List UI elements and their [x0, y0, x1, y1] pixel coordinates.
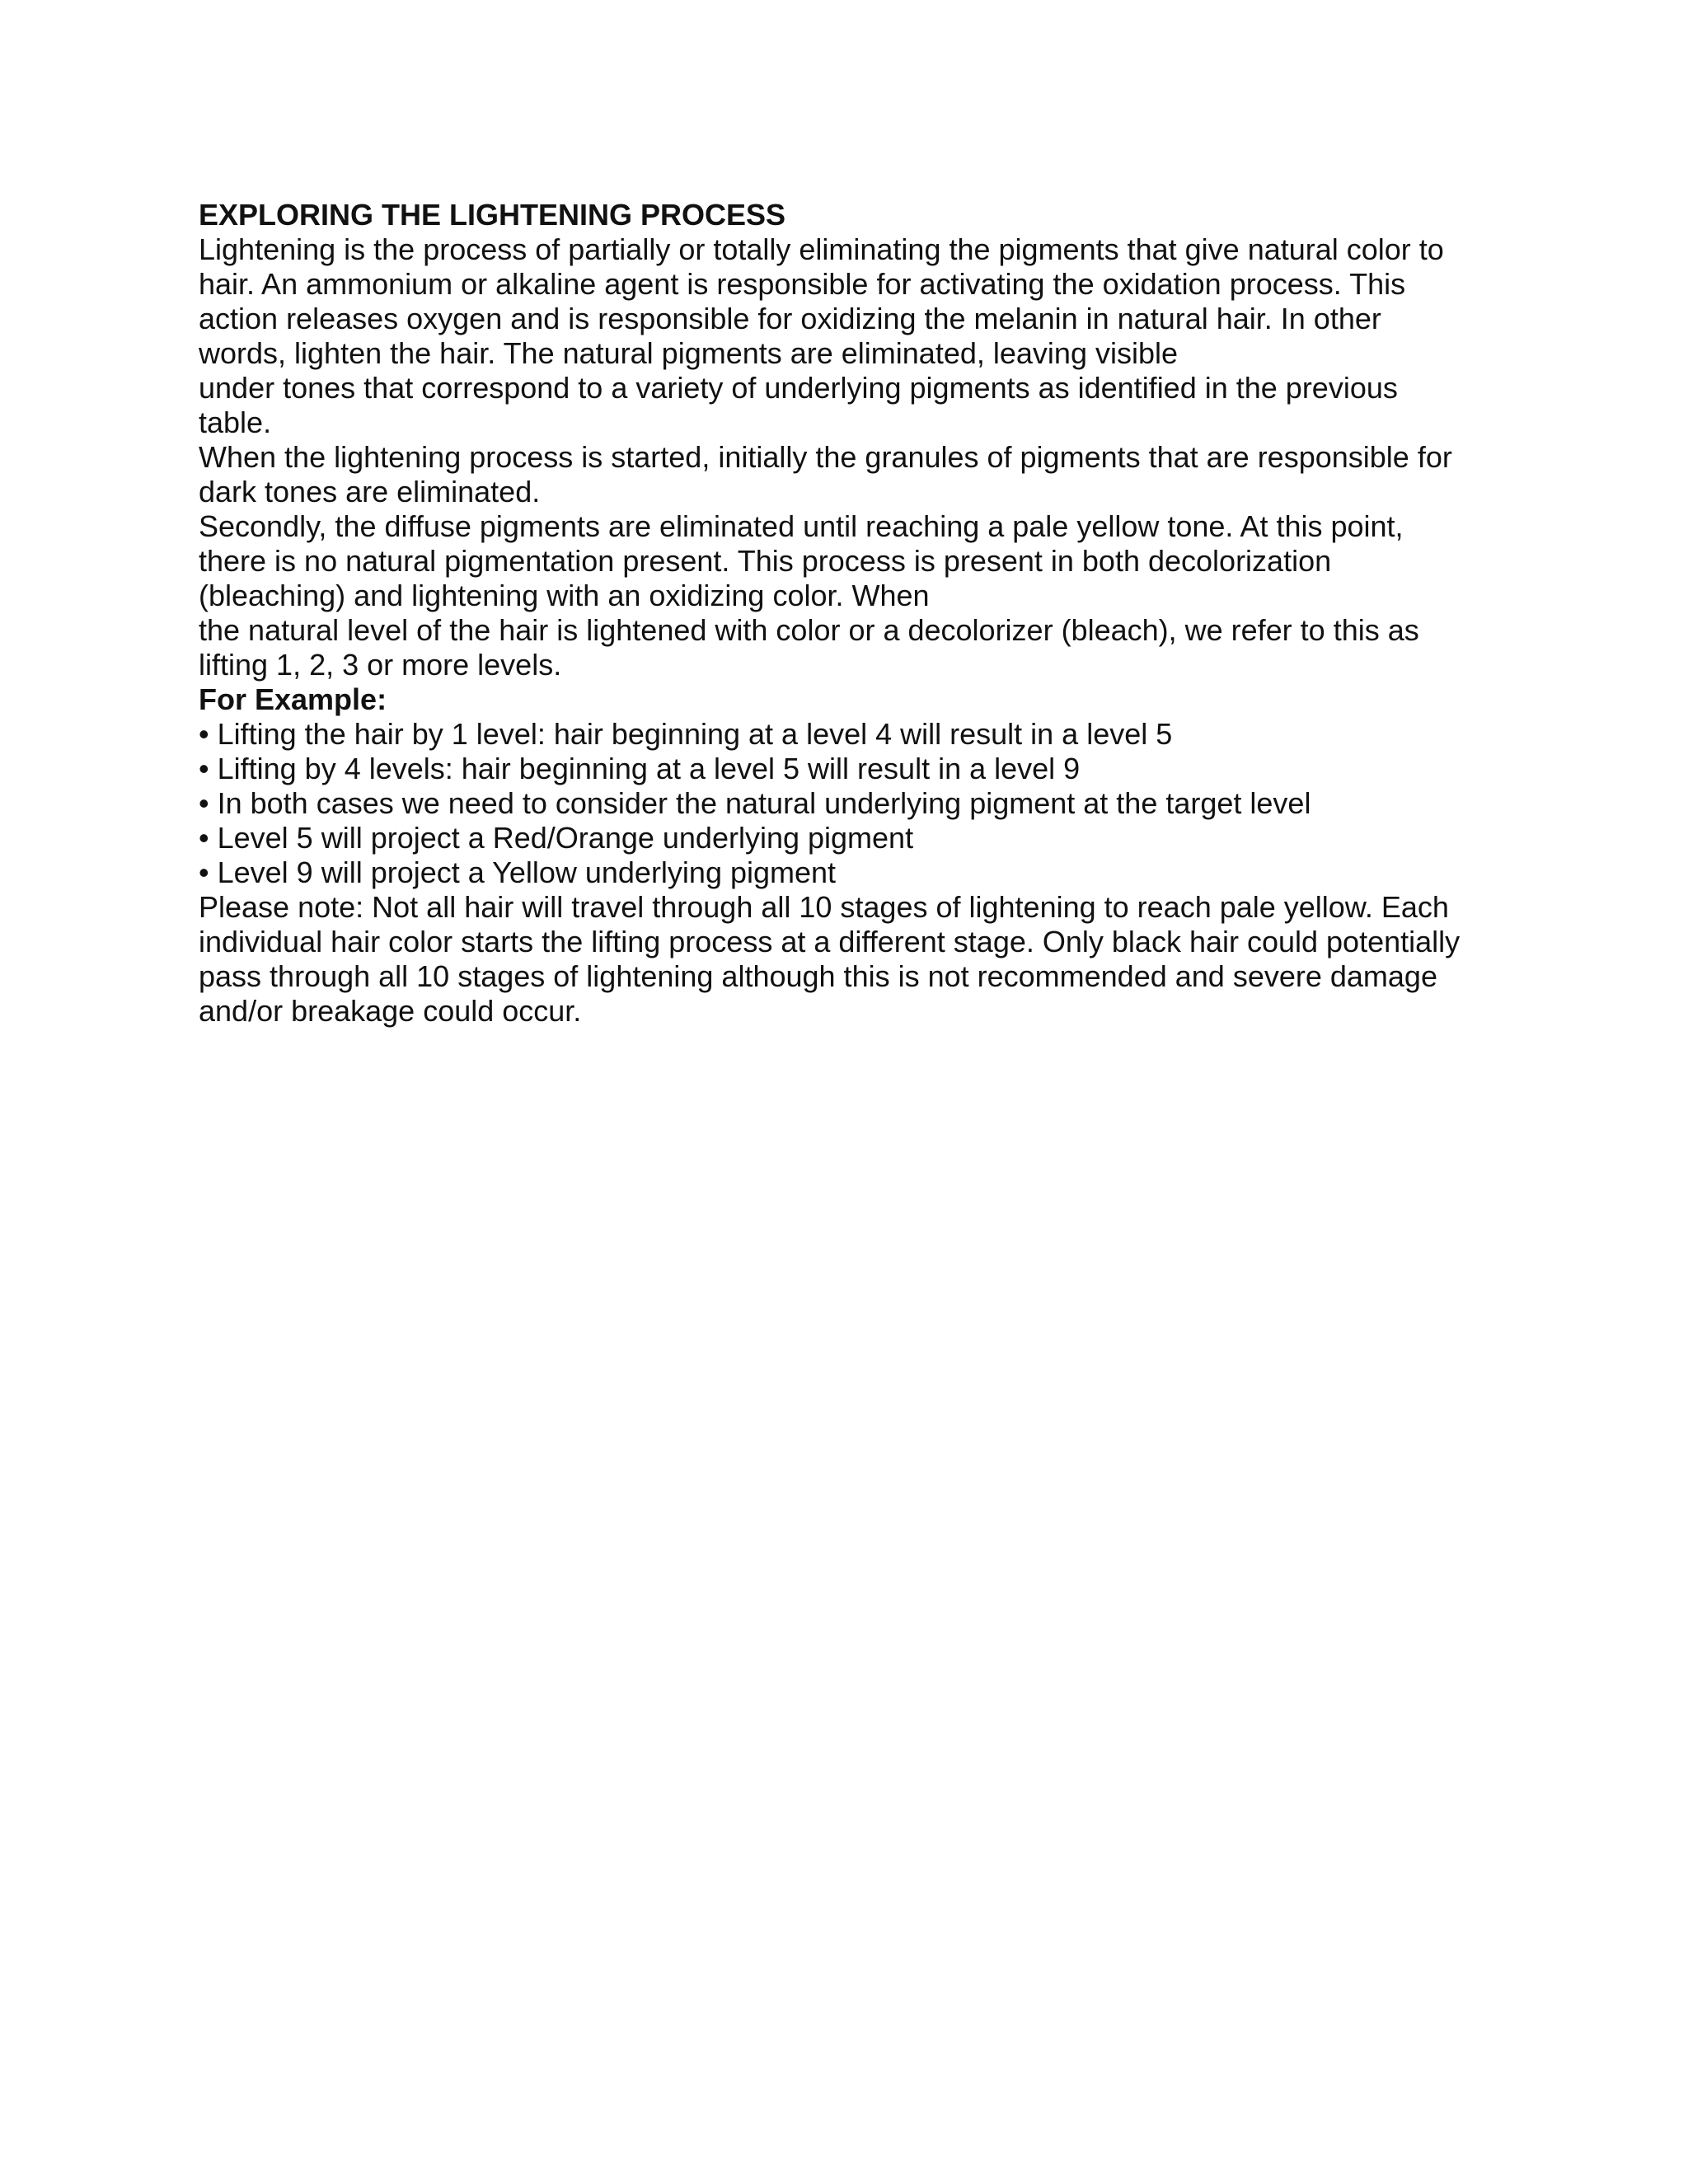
note-line: Please note: Not all hair will travel through all 10 stages of lightening to reach pale yellow. Each [199, 890, 1449, 924]
note-line: pass through all 10 stages of lightening although this is not recommended and severe damage [199, 959, 1437, 993]
body-line: Lightening is the process of partially or totally eliminating the pigments that give natural color to [199, 232, 1444, 266]
example-heading: For Example: [199, 682, 387, 716]
note-line: individual hair color starts the lifting process at a different stage. Only black hair could potentially [199, 925, 1461, 958]
body-line: Secondly, the diffuse pigments are eliminated until reaching a pale yellow tone. At this point, [199, 509, 1404, 543]
body-line: the natural level of the hair is lightened with color or a decolorizer (bleach), we refer to this as [199, 613, 1419, 647]
bullet-item: • Lifting the hair by 1 level: hair beginning at a level 4 will result in a level 5 [199, 717, 1173, 751]
bullet-item: • In both cases we need to consider the natural underlying pigment at the target level [199, 786, 1311, 820]
body-line: words, lighten the hair. The natural pigments are eliminated, leaving visible [199, 336, 1178, 370]
body-line: lifting 1, 2, 3 or more levels. [199, 648, 562, 682]
body-line: action releases oxygen and is responsible for oxidizing the melanin in natural hair. In other [199, 302, 1381, 335]
note-line: and/or breakage could occur. [199, 994, 582, 1028]
body-line: dark tones are eliminated. [199, 475, 541, 509]
bullet-item: • Level 9 will project a Yellow underlying pigment [199, 855, 837, 889]
body-line: When the lightening process is started, initially the granules of pigments that are responsible for [199, 440, 1452, 474]
body-line: (bleaching) and lightening with an oxidizing color. When [199, 579, 930, 612]
document-body [199, 198, 1501, 1029]
document-title: EXPLORING THE LIGHTENING PROCESS [199, 198, 786, 232]
body-line: hair. An ammonium or alkaline agent is responsible for activating the oxidation process. This [199, 267, 1406, 301]
body-line: under tones that correspond to a variety of underlying pigments as identified in the previous [199, 371, 1398, 405]
body-line: there is no natural pigmentation present. This process is present in both decolorization [199, 544, 1332, 578]
bullet-item: • Level 5 will project a Red/Orange underlying pigment [199, 821, 914, 855]
bullet-item: • Lifting by 4 levels: hair beginning at a level 5 will result in a level 9 [199, 752, 1081, 785]
body-line: table. [199, 405, 272, 439]
